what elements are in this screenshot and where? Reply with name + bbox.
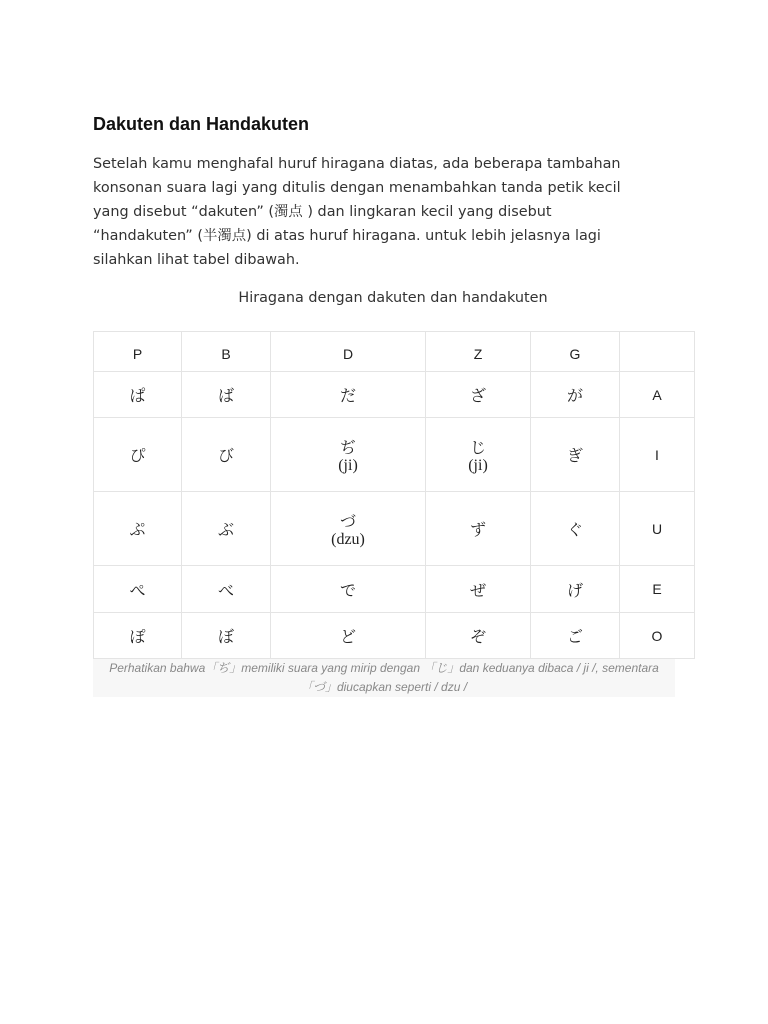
header-cell: G xyxy=(531,332,620,372)
kana-cell: ぶ xyxy=(182,492,271,566)
table-row xyxy=(94,372,695,418)
header-cell: B xyxy=(182,332,271,372)
romaji-label: (ji) xyxy=(468,457,488,474)
header-cell: Z xyxy=(426,332,531,372)
kana-cell: で xyxy=(271,566,426,613)
kana-cell: ぢ (ji) xyxy=(271,418,426,492)
kana-cell: づ (dzu) xyxy=(271,492,426,566)
table-header-row xyxy=(94,332,695,372)
header-cell xyxy=(620,332,695,372)
table-row xyxy=(94,566,695,613)
kana-cell: ぺ xyxy=(94,566,182,613)
kana-cell: ご xyxy=(531,613,620,659)
vowel-cell: I xyxy=(620,418,695,492)
romaji-label: (ji) xyxy=(338,457,358,474)
table-row xyxy=(94,492,695,566)
kana-cell: ば xyxy=(182,372,271,418)
vowel-cell: U xyxy=(620,492,695,566)
kana-cell: げ xyxy=(531,566,620,613)
romaji-label: (dzu) xyxy=(331,531,365,548)
intro-paragraph: Setelah kamu menghafal huruf hiragana diatas, ada beberapa tambahan konsonan suara lagi yang ditulis dengan menambahkan tanda petik kecil yang disebut “dakuten” (濁点 ) dan lingkaran kecil yang disebut “handakuten” (半濁点) di atas huruf hiragana. untuk lebih jelasnya lagi silahkan lihat tabel dibawah. xyxy=(93,156,621,268)
vowel-cell: O xyxy=(620,613,695,659)
kana-cell: だ xyxy=(271,372,426,418)
kana-cell: ざ xyxy=(426,372,531,418)
kana-cell: ぴ xyxy=(94,418,182,492)
vowel-cell: A xyxy=(620,372,695,418)
kana-cell: じ (ji) xyxy=(426,418,531,492)
table-footnote xyxy=(93,659,675,697)
kana-cell: び xyxy=(182,418,271,492)
footnote-line: 「づ」diucapkan seperti / dzu / xyxy=(300,680,468,694)
kana-cell: ど xyxy=(271,613,426,659)
footnote-line: Perhatikan bahwa「ぢ」memiliki suara yang mirip dengan 「じ」dan keduanya dibaca / ji /, sementara xyxy=(109,661,659,675)
kana-cell: ず xyxy=(426,492,531,566)
kana-cell: ぽ xyxy=(94,613,182,659)
kana-cell: ぼ xyxy=(182,613,271,659)
vowel-cell: E xyxy=(620,566,695,613)
kana-cell: べ xyxy=(182,566,271,613)
kana-cell: ぱ xyxy=(94,372,182,418)
kana-cell: ぎ xyxy=(531,418,620,492)
kana-cell: ぜ xyxy=(426,566,531,613)
table-row xyxy=(94,613,695,659)
kana-cell: が xyxy=(531,372,620,418)
kana-cell: ぐ xyxy=(531,492,620,566)
table-caption: Hiragana dengan dakuten dan handakuten xyxy=(238,290,548,306)
section-heading: Dakuten dan Handakuten xyxy=(93,114,310,134)
kana-cell: ぷ xyxy=(94,492,182,566)
hiragana-dakuten-table xyxy=(93,331,695,659)
header-cell: D xyxy=(271,332,426,372)
header-cell: P xyxy=(94,332,182,372)
table-row xyxy=(94,418,695,492)
kana-cell: ぞ xyxy=(426,613,531,659)
